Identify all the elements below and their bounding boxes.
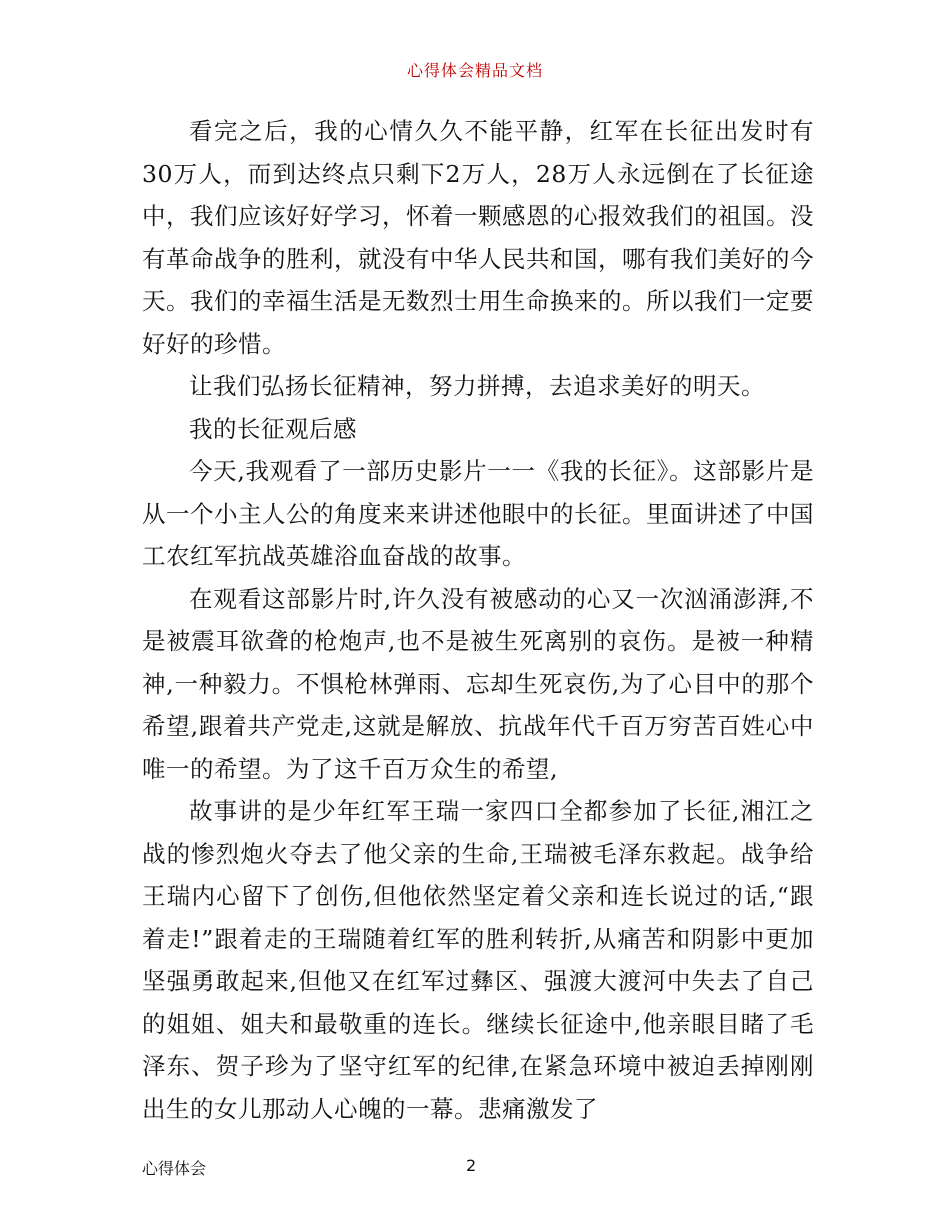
paragraph-2: 让我们弘扬长征精神，努力拼搏，去追求美好的明天。: [189, 372, 765, 400]
footer-label: 心得体会: [142, 1159, 207, 1178]
page-number: 2: [466, 1156, 477, 1175]
paragraph-4: 在观看这部影片时,许久没有被感动的心又一次汹涌澎湃,不是被震耳欲聋的枪炮声,也不是被生死离别的哀伤。是被一种精神,一种毅力。不惧枪林弹雨、忘却生死哀伤,为了心目中的那个希望,跟着共产党走,这就是解放、抗战年代千百万穷苦百姓心中唯一的希望。为了这千百万众生的希望,: [142, 584, 814, 783]
document-body: [142, 110, 814, 1130]
paragraph-3: 今天,我观看了一部历史影片一一《我的长征》。这部影片是从一个小主人公的角度来来讲述他眼中的长征。里面讲述了中国工农红军抗战英雄浴血奋战的故事。: [142, 457, 814, 570]
paragraph-1: 看完之后，我的心情久久不能平静，红军在长征出发时有30万人，而到达终点只剩下2万人，28万人永远倒在了长征途中，我们应该好好学习，怀着一颗感恩的心报效我们的祖国。没有革命战争的胜利，就没有中华人民共和国，哪有我们美好的今天。我们的幸福生活是无数烈士用生命换来的。所以我们一定要好好的珍惜。: [142, 117, 814, 358]
section-title: 我的长征观后感: [189, 414, 357, 443]
page-header-title: 心得体会精品文档: [406, 61, 543, 80]
paragraph-5: 故事讲的是少年红军王瑞一家四口全都参加了长征,湘江之战的惨烈炮火夺去了他父亲的生命,王瑞被毛泽东救起。战争给王瑞内心留下了创伤,但他依然坚定着父亲和连长说过的话,“跟着走!”跟着走的王瑞随着红军的胜利转折,从痛苦和阴影中更加坚强勇敢起来,但他又在红军过彝区、强渡大渡河中失去了自己的姐姐、姐夫和最敬重的连长。继续长征途中,他亲眼目睹了毛泽东、贺子珍为了坚守红军的纪律,在紧急环境中被迫丢掉刚刚出生的女儿那动人心魄的一幕。悲痛激发了: [142, 797, 814, 1123]
